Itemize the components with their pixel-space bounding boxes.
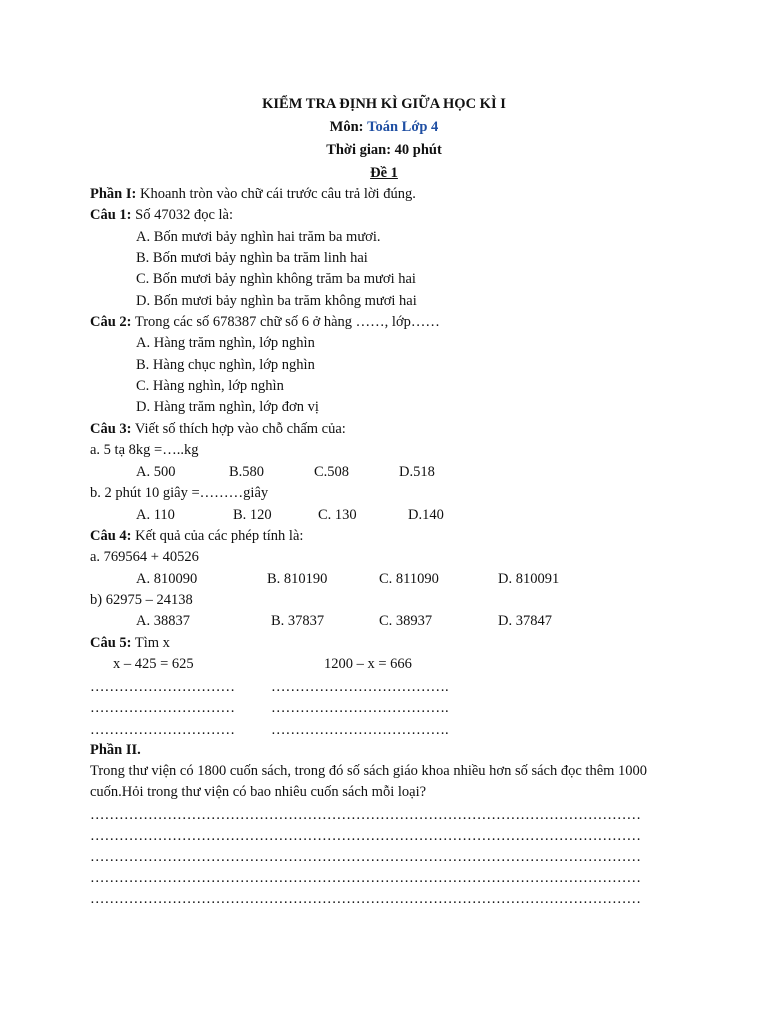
- q3b-option-a: A. 110: [136, 507, 175, 523]
- exam-title: KIỂM TRA ĐỊNH KÌ GIỮA HỌC KÌ I: [262, 96, 506, 112]
- question-4: Câu 4: Kết quả của các phép tính là:: [90, 528, 304, 544]
- part2-problem: Trong thư viện có 1800 cuốn sách, trong đó số sách giáo khoa nhiều hơn số sách đọc thêm 1000 cuốn.Hỏi trong thư viện có bao nhiêu cuốn sách mỗi loại?: [90, 763, 648, 800]
- q5-blank-left: …………………………: [90, 722, 235, 738]
- answer-line: ……………………………………………………………………………………………………: [90, 870, 641, 886]
- q1-option-a: A. Bốn mươi bảy nghìn hai trăm ba mươi.: [136, 229, 381, 245]
- q4b-option-b: B. 37837: [271, 613, 325, 629]
- q4a-option-b: B. 810190: [267, 571, 328, 587]
- q2-option-b: B. Hàng chục nghìn, lớp nghìn: [136, 357, 315, 373]
- q3b-option-b: B. 120: [233, 507, 272, 523]
- part1-instruction: Phần I: Khoanh tròn vào chữ cái trước câu trả lời đúng.: [90, 186, 416, 202]
- q5-equation-right: 1200 – x = 666: [324, 656, 412, 672]
- q3b-prompt: b. 2 phút 10 giây =………giây: [90, 485, 269, 501]
- q5-blank-right: ……………………………….: [271, 700, 449, 716]
- question-5: Câu 5: Tìm x: [90, 635, 170, 651]
- q5-blank-right: ……………………………….: [271, 722, 449, 738]
- q3a-prompt: a. 5 tạ 8kg =…..kg: [90, 442, 199, 458]
- answer-line: ……………………………………………………………………………………………………: [90, 807, 641, 823]
- q4a-prompt: a. 769564 + 40526: [90, 549, 199, 565]
- q3a-option-b: B.580: [229, 464, 265, 480]
- q2-option-a: A. Hàng trăm nghìn, lớp nghìn: [136, 335, 315, 351]
- answer-line: ……………………………………………………………………………………………………: [90, 891, 641, 907]
- part2-heading: Phần II.: [90, 742, 141, 758]
- exam-code: Đề 1: [370, 165, 398, 181]
- q1-option-d: D. Bốn mươi bảy nghìn ba trăm không mươi hai: [136, 293, 417, 309]
- q4b-option-a: A. 38837: [136, 613, 190, 629]
- q4b-option-c: C. 38937: [379, 613, 433, 629]
- q1-option-c: C. Bốn mươi bảy nghìn không trăm ba mươi hai: [136, 271, 416, 287]
- q4a-option-c: C. 811090: [379, 571, 439, 587]
- q3b-option-c: C. 130: [318, 507, 357, 523]
- q5-equation-left: x – 425 = 625: [113, 656, 194, 672]
- q3a-option-c: C.508: [314, 464, 350, 480]
- q4a-option-d: D. 810091: [498, 571, 560, 587]
- q4b-prompt: b) 62975 – 24138: [90, 592, 193, 608]
- answer-line: ……………………………………………………………………………………………………: [90, 828, 641, 844]
- time-limit: Thời gian: 40 phút: [326, 142, 442, 158]
- q5-blank-left: …………………………: [90, 679, 235, 695]
- q3a-option-a: A. 500: [136, 464, 176, 480]
- q2-option-c: C. Hàng nghìn, lớp nghìn: [136, 378, 284, 394]
- subject-value: Toán Lớp 4: [367, 119, 439, 135]
- answer-line: ……………………………………………………………………………………………………: [90, 849, 641, 865]
- subject-line: Môn: Toán Lớp 4: [329, 119, 439, 135]
- q3a-option-d: D.518: [399, 464, 435, 480]
- question-1: Câu 1: Số 47032 đọc là:: [90, 207, 233, 223]
- q4b-option-d: D. 37847: [498, 613, 552, 629]
- question-2: Câu 2: Trong các số 678387 chữ số 6 ở hàng ……, lớp……: [90, 314, 440, 330]
- q2-option-d: D. Hàng trăm nghìn, lớp đơn vị: [136, 399, 319, 415]
- q5-blank-right: ……………………………….: [271, 679, 449, 695]
- q1-option-b: B. Bốn mươi bảy nghìn ba trăm linh hai: [136, 250, 368, 266]
- question-3: Câu 3: Viết số thích hợp vào chỗ chấm của:: [90, 421, 346, 437]
- q3b-option-d: D.140: [408, 507, 444, 523]
- q5-blank-left: …………………………: [90, 700, 235, 716]
- q4a-option-a: A. 810090: [136, 571, 198, 587]
